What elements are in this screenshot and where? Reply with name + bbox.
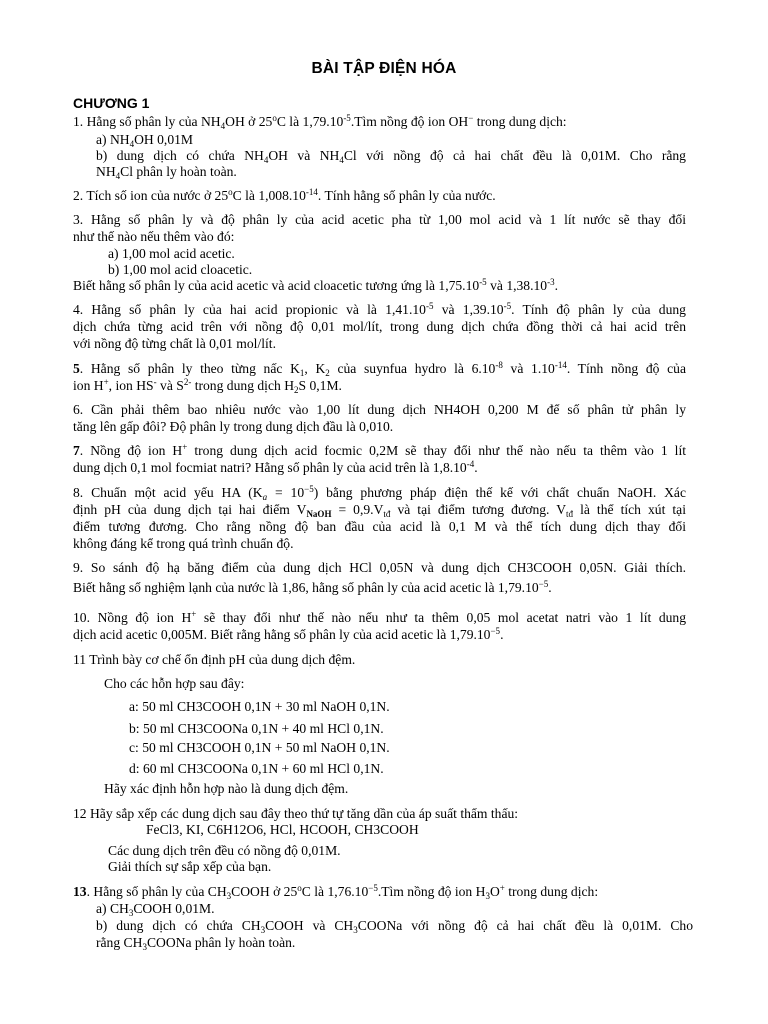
problem-5-line: 5. Hằng số phân ly theo từng nấc $K_1$, $K_2$ của suynfua hydro là $6.10^{-8}$ và $1.10^{-14}$. Tính nồng độ của [73,360,686,378]
problem-10-line: 10. Nồng độ ion H+ sẽ thay đổi như thế nào nếu như ta thêm 0,05 mol acetat natri vào 1 lít dung [73,609,687,625]
problem-12-line: Các dung dịch trên đều có nồng độ 0,01M. [108,843,341,858]
problem-13-option-b-cont: rằng $CH_3COONa$ phân ly hoàn toàn. [96,935,296,952]
problem-11-line: Hãy xác định hỗn hợp nào là dung dịch đệm. [104,781,349,796]
problem-1-option-a: a) $NH_4OH$ 0,01M [96,132,194,149]
problem-11-mixture-d: d: 60 ml CH3COONa 0,1N + 60 ml HCl 0,1N. [129,761,384,776]
problem-12-line: 12 Hãy sắp xếp các dung dịch sau đây theo thứ tự tăng dần của áp suất thẩm thấu: [73,806,519,821]
problem-8-line: 8. Chuẩn một acid yếu HA $(K_a = 10^{-5})$ bằng phương pháp điện thế kế với chất chuẩn NaOH. Xác [73,484,686,502]
problem-7-line: dung dịch 0,1 mol focmiat natri? Hằng số phân ly của acid trên là $1,8.10^{-4}$. [73,459,478,475]
problem-11-line: Cho các hỗn hợp sau đây: [104,676,245,691]
problem-3-option-b: b) 1,00 mol acid cloacetic. [108,262,253,277]
problem-11-line: 11 Trình bày cơ chế ổn định pH của dung dịch đệm. [73,652,356,667]
problem-9-line: 9. So sánh độ hạ băng điểm của dung dịch HCl 0,05N và dung dịch CH3COOH 0,05N. Giải thích. [73,560,686,575]
problem-1-line: 1. Hằng số phân ly của $NH_4OH$ ở 25$^o$C là $1,79.10^{-5}.Tìm$ nồng độ ion OH− trong dung dịch: [73,113,567,131]
problem-2: 2. Tích số ion của nước ở 25$^o$C là $1,008.10^{-14}$. Tính hằng số phân ly của nước. [73,187,496,203]
problem-9-line: Biết hằng số nghiệm lạnh của nước là 1,86, hằng số phân ly của acid acetic là $1,79.10^{-5}$. [73,579,552,595]
problem-5-line: ion H+, ion HS- và $S^{2-}$ trong dung dịch $H_2S$ 0,1M. [73,377,342,395]
problem-8-line: không đáng kể trong quá trình chuẩn độ. [73,536,294,551]
chapter-heading: CHƯƠNG 1 [73,95,150,111]
problem-8-line: định pH của dung dịch tại hai điểm $V_{NaOH} = 0,9.V_{tđ}$ và tại điểm tương đương. $V_{tđ}$ là thể tích xút tại [73,502,686,519]
problem-1-option-b-cont: $NH_4Cl$ phân ly hoàn toàn. [96,164,237,181]
page-title: BÀI TẬP ĐIỆN HÓA [311,60,457,77]
problem-3-line: như thế nào nếu thêm vào đó: [73,229,235,244]
problem-3-line: 3. Hằng số phân ly và độ phân ly của acid acetic pha từ 1,00 mol acid và 1 lít nước sẽ thay đổi [73,212,686,227]
problem-6-line: tăng lên gấp đôi? Độ phân ly trong dung dịch đầu là 0,010. [73,419,394,434]
problem-3-option-a: a) 1,00 mol acid acetic. [108,246,235,261]
problem-1-option-b: b) dung dịch có chứa $NH_4OH$ và $NH_4Cl$ với nồng độ cả hai chất đều là 0,01M. Cho rằng [96,148,686,165]
problem-11-mixture-b: b: 50 ml CH3COONa 0,1N + 40 ml HCl 0,1N. [129,721,384,736]
problem-10-line: dịch acid acetic 0,005M. Biết rằng hằng số phân ly của acid acetic là $1,79.10^{-5}$. [73,626,504,642]
problem-4-line: 4. Hằng số phân ly của hai acid propionic và là $1,41.10^{-5}$ và $1,39.10^{-5}$. Tính độ phân ly của dung [73,301,686,317]
problem-7-line: 7. Nồng độ ion H+ trong dung dịch acid focmic 0,2M sẽ thay đổi như thế nào nếu ta thêm vào 1 lít [73,442,686,458]
problem-13-line: 13. Hằng số phân ly của $CH_3COOH$ ở 25$^o$C là $1,76.10^{-5}.Tìm$ nồng độ ion $H_3O^+$ trong dung dịch: [73,883,599,901]
problem-3-note: Biết hằng số phân ly của acid acetic và acid cloacetic tương ứng là $1,75.10^{-5}$ và $1,38.10^{-3}$. [73,277,559,293]
problem-13-option-a: a) $CH_3COOH$ 0,01M. [96,901,215,918]
problem-12-compounds: FeCl3, KI, C6H12O6, HCl, HCOOH, CH3COOH [146,822,419,837]
problem-4-line: dịch chứa từng acid trên với nồng độ 0,01 mol/lít, trong dung dịch chứa đồng thời cả hai acid trên [73,319,686,334]
problem-4-line: với nồng độ từng chất là 0,01 mol/lít. [73,336,276,351]
problem-13-option-b: b) dung dịch có chứa $CH_3COOH$ và $CH_3COONa$ với nồng độ cả hai chất đều là 0,01M. Cho [96,918,694,935]
problem-11-mixture-a: a: 50 ml CH3COOH 0,1N + 30 ml NaOH 0,1N. [129,699,390,714]
problem-12-line: Giải thích sự sắp xếp của bạn. [108,859,272,874]
problem-11-mixture-c: c: 50 ml CH3COOH 0,1N + 50 ml NaOH 0,1N. [129,740,390,755]
problem-6-line: 6. Cần phải thêm bao nhiêu nước vào 1,00 lít dung dịch NH4OH 0,200 M để số phân tử phân ly [73,402,686,417]
problem-8-line: điểm tương đương. Cho rằng nồng độ ban đầu của acid là 0,1 M và thể tích dung dịch thay đổi [73,519,686,534]
